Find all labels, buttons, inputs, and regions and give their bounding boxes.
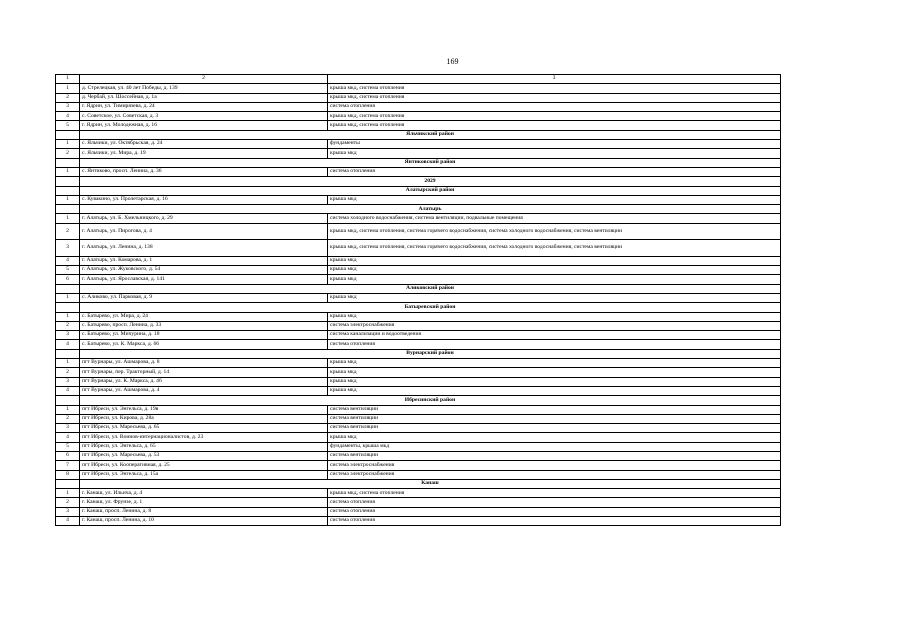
table-row — [56, 340, 781, 349]
row-address: г. Канаш, ул. Ильича, д. 4 — [80, 489, 328, 498]
row-work-type: система холодного водоснабжения, система вентиляции, подвальные помещения — [328, 214, 781, 223]
row-work-type: крыша мкд, система отопления — [328, 112, 781, 121]
section-empty-cell — [56, 177, 80, 186]
row-number: 5 — [56, 121, 80, 130]
section-header-row — [56, 158, 781, 167]
row-number: 2 — [56, 498, 80, 507]
row-number: 3 — [56, 377, 80, 386]
row-address: пгт Ибреси, ул. Маресьева, д. 53 — [80, 451, 328, 460]
row-address: г. Алатырь, ул. Комарова, д. 1 — [80, 256, 328, 265]
row-work-type: система вентиляции — [328, 451, 781, 460]
table-row — [56, 414, 781, 423]
row-work-type: система электроснабжения — [328, 321, 781, 330]
row-address: г. Алатырь, ул. Жуковского, д. 54 — [80, 266, 328, 275]
row-number: 6 — [56, 275, 80, 284]
row-number: 2 — [56, 93, 80, 102]
row-address: с. Яльчики, ул. Мира, д. 19 — [80, 149, 328, 158]
row-work-type: крыша мкд — [328, 293, 781, 302]
row-address: с. Яльчики, ул. Октябрьская, д. 24 — [80, 140, 328, 149]
table-row — [56, 195, 781, 204]
row-number: 4 — [56, 340, 80, 349]
table-row — [56, 266, 781, 275]
row-address: пгт Ибреси, ул. Энгельса, д. 15а — [80, 470, 328, 479]
table-row — [56, 93, 781, 102]
row-address: с. Батырево, ул. Мичурина, д. 18 — [80, 331, 328, 340]
row-number: 5 — [56, 266, 80, 275]
section-title: Аликовский район — [80, 284, 781, 293]
header-col-3: 3 — [328, 75, 781, 84]
row-work-type: крыша мкд — [328, 275, 781, 284]
row-work-type: система отопления — [328, 517, 781, 526]
row-work-type: крыша мкд, система отопления — [328, 93, 781, 102]
table-row — [56, 424, 781, 433]
section-title: Алатырь — [80, 205, 781, 214]
row-work-type: фундаменты — [328, 140, 781, 149]
section-title: 2029 — [80, 177, 781, 186]
section-header-row — [56, 349, 781, 358]
table-row — [56, 377, 781, 386]
row-address: г. Канаш, ул. Фрунзе, д. 1 — [80, 498, 328, 507]
table-row — [56, 214, 781, 223]
row-address: с. Янтиково, просп. Ленина, д. 36 — [80, 167, 328, 176]
table-row — [56, 405, 781, 414]
row-number: 1 — [56, 405, 80, 414]
section-title: Алатырский район — [80, 186, 781, 195]
row-number: 8 — [56, 470, 80, 479]
row-work-type: система отопления — [328, 102, 781, 111]
row-work-type: крыша мкд — [328, 377, 781, 386]
section-title: Вурнарский район — [80, 349, 781, 358]
row-work-type: система вентиляции — [328, 405, 781, 414]
table-row — [56, 112, 781, 121]
row-address: пгт Ибреси, ул. Кирова, д. 28а — [80, 414, 328, 423]
row-address: с. Батырево, ул. К. Маркса, д. 66 — [80, 340, 328, 349]
section-title: Яльчикский район — [80, 130, 781, 139]
table-row — [56, 256, 781, 265]
header-col-2: 2 — [80, 75, 328, 84]
row-work-type: фундаменты, крыша мкд — [328, 442, 781, 451]
row-number: 4 — [56, 433, 80, 442]
row-address: г. Канаш, просп. Ленина, д. 10 — [80, 517, 328, 526]
table-row — [56, 140, 781, 149]
table-row — [56, 517, 781, 526]
row-work-type: система вентиляции — [328, 424, 781, 433]
row-number: 3 — [56, 331, 80, 340]
row-address: пгт Ибреси, ул. Маресьева, д. 65 — [80, 424, 328, 433]
row-work-type: крыша мкд, система отопления — [328, 489, 781, 498]
row-work-type: крыша мкд — [328, 149, 781, 158]
row-address: пгт Ибреси, ул. Воинов-интернационалистов, д. 23 — [80, 433, 328, 442]
row-address: г. Алатырь, ул. Б. Хмельницкого, д. 29 — [80, 214, 328, 223]
row-address: с. Советское, ул. Советская, д. 3 — [80, 112, 328, 121]
row-number: 2 — [56, 414, 80, 423]
section-empty-cell — [56, 396, 80, 405]
row-number: 1 — [56, 359, 80, 368]
table-row — [56, 293, 781, 302]
section-title: Ибресинский район — [80, 396, 781, 405]
row-number: 4 — [56, 386, 80, 395]
row-address: с. Батырево, просп. Ленина, д. 33 — [80, 321, 328, 330]
row-address: пгт Вурнары, пер. Тракторный, д. 14 — [80, 368, 328, 377]
row-number: 1 — [56, 312, 80, 321]
row-work-type: крыша мкд — [328, 266, 781, 275]
table-row — [56, 489, 781, 498]
section-empty-cell — [56, 349, 80, 358]
section-empty-cell — [56, 303, 80, 312]
section-title: Янтиковский район — [80, 158, 781, 167]
row-address: г. Ядрин, ул. Молодежная, д. 16 — [80, 121, 328, 130]
row-number: 5 — [56, 442, 80, 451]
section-empty-cell — [56, 130, 80, 139]
row-work-type: крыша мкд, система отопления, система горячего водоснабжения, система холодного водоснабжения, система вентиляции — [328, 240, 781, 257]
row-number: 2 — [56, 149, 80, 158]
row-work-type: система отопления — [328, 167, 781, 176]
section-header-row — [56, 186, 781, 195]
table-row — [56, 240, 781, 257]
row-work-type: система электроснабжения — [328, 461, 781, 470]
row-number: 7 — [56, 461, 80, 470]
row-work-type: крыша мкд, система отопления, система горячего водоснабжения, система холодного водоснабжения, система вентиляции — [328, 223, 781, 240]
works-table — [55, 74, 781, 526]
table-row — [56, 442, 781, 451]
section-empty-cell — [56, 479, 80, 488]
table-row — [56, 121, 781, 130]
row-address: пгт Ибреси, ул. Энгельса, д. 19в — [80, 405, 328, 414]
table-row — [56, 275, 781, 284]
row-work-type: система отопления — [328, 498, 781, 507]
section-header-row — [56, 284, 781, 293]
table-row — [56, 451, 781, 460]
table-row — [56, 359, 781, 368]
row-number: 1 — [56, 167, 80, 176]
row-address: г. Алатырь, ул. Пирогова, д. 4 — [80, 223, 328, 240]
works-table-body — [56, 75, 781, 526]
section-empty-cell — [56, 284, 80, 293]
table-row — [56, 461, 781, 470]
row-number: 2 — [56, 368, 80, 377]
row-address: пгт Ибреси, ул. Энгельса, д. 65 — [80, 442, 328, 451]
row-work-type: система отопления — [328, 507, 781, 516]
section-header-row — [56, 205, 781, 214]
row-work-type: система электроснабжения — [328, 470, 781, 479]
row-address: с. Аликово, ул. Парковая, д. 9 — [80, 293, 328, 302]
row-work-type: крыша мкд — [328, 433, 781, 442]
row-number: 1 — [56, 214, 80, 223]
section-header-row — [56, 303, 781, 312]
row-work-type: система отопления — [328, 340, 781, 349]
section-empty-cell — [56, 186, 80, 195]
section-title: Батыревский район — [80, 303, 781, 312]
row-number: 2 — [56, 223, 80, 240]
table-row — [56, 368, 781, 377]
row-work-type: крыша мкд — [328, 368, 781, 377]
row-number: 1 — [56, 489, 80, 498]
section-empty-cell — [56, 158, 80, 167]
row-work-type: крыша мкд — [328, 256, 781, 265]
table-row — [56, 149, 781, 158]
table-row — [56, 223, 781, 240]
row-work-type: крыша мкд — [328, 195, 781, 204]
row-address: с. Кувакино, ул. Пролетарская, д. 16 — [80, 195, 328, 204]
row-number: 4 — [56, 256, 80, 265]
section-header-row — [56, 479, 781, 488]
table-header-row — [56, 75, 781, 84]
section-header-row — [56, 396, 781, 405]
table-row — [56, 167, 781, 176]
table-row — [56, 331, 781, 340]
table-row — [56, 321, 781, 330]
row-address: пгт Вурнары, ул. Ашмарова, д. 4 — [80, 386, 328, 395]
row-number: 4 — [56, 112, 80, 121]
table-row — [56, 433, 781, 442]
table-row — [56, 84, 781, 93]
row-number: 3 — [56, 240, 80, 257]
row-address: г. Канаш, просп. Ленина, д. 8 — [80, 507, 328, 516]
row-work-type: крыша мкд, система отопления — [328, 121, 781, 130]
row-address: с. Батырево, ул. Мира, д. 24 — [80, 312, 328, 321]
section-title: Канаш — [80, 479, 781, 488]
section-empty-cell — [56, 205, 80, 214]
row-number: 3 — [56, 424, 80, 433]
header-col-1: 1 — [56, 75, 80, 84]
row-address: г. Ядрин, ул. Тимирязева, д. 24 — [80, 102, 328, 111]
row-work-type: система канализации и водоотведения — [328, 331, 781, 340]
row-number: 1 — [56, 84, 80, 93]
table-row — [56, 470, 781, 479]
page-number: 169 — [446, 57, 459, 66]
row-address: д. Чербай, ул. Шоссейная, д. 1а — [80, 93, 328, 102]
table-row — [56, 507, 781, 516]
row-number: 4 — [56, 517, 80, 526]
row-number: 1 — [56, 293, 80, 302]
row-number: 2 — [56, 321, 80, 330]
row-address: пгт Вурнары, ул. Ашмарова, д. 8 — [80, 359, 328, 368]
row-work-type: крыша мкд — [328, 386, 781, 395]
row-number: 3 — [56, 102, 80, 111]
row-number: 1 — [56, 195, 80, 204]
row-work-type: крыша мкд — [328, 359, 781, 368]
table-row — [56, 386, 781, 395]
section-header-row — [56, 177, 781, 186]
row-address: г. Алатырь, ул. Ленина, д. 138 — [80, 240, 328, 257]
row-work-type: крыша мкд — [328, 312, 781, 321]
row-number: 3 — [56, 507, 80, 516]
row-address: пгт Вурнары, ул. К. Маркса, д. 46 — [80, 377, 328, 386]
row-number: 6 — [56, 451, 80, 460]
table-row — [56, 102, 781, 111]
row-address: д. Стрелецкая, ул. 40 лет Победы, д. 139 — [80, 84, 328, 93]
row-work-type: система вентиляции — [328, 414, 781, 423]
table-row — [56, 312, 781, 321]
table-row — [56, 498, 781, 507]
section-header-row — [56, 130, 781, 139]
row-work-type: крыша мкд, система отопления — [328, 84, 781, 93]
row-address: пгт Ибреси, ул. Кооперативная, д. 25 — [80, 461, 328, 470]
row-number: 1 — [56, 140, 80, 149]
row-address: г. Алатырь, ул. Ярославская, д. 141 — [80, 275, 328, 284]
